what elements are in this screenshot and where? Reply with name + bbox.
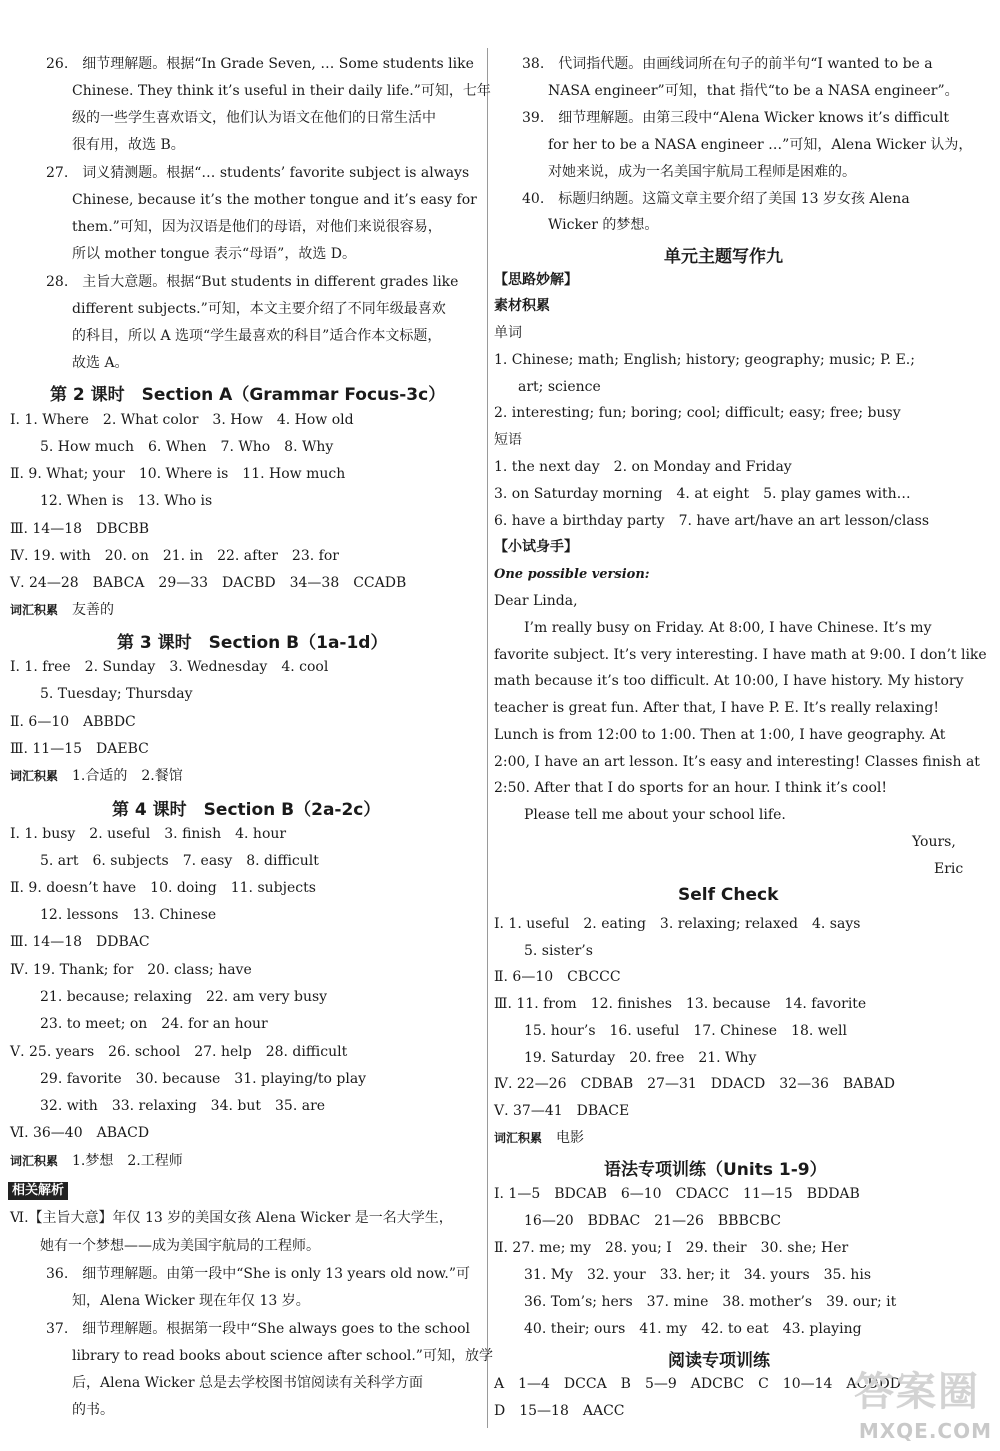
answer-line: 23. to meet; on 24. for an hour xyxy=(40,1016,268,1032)
answer-line: Ⅲ. 11. from 12. finishes 13. because 14. favorite xyxy=(494,996,867,1012)
q39-line: for her to be a NASA engineer …”可知，Alena Wicker 认为， xyxy=(548,137,973,153)
answer-line: Ⅱ. 6—10 ABBDC xyxy=(10,714,136,730)
answer-line: Ⅵ. 36—40 ABACD xyxy=(10,1125,150,1141)
answer-line: Ⅱ. 6—10 CBCCC xyxy=(494,969,621,985)
answer-line: 12. lessons 13. Chinese xyxy=(40,907,217,923)
answer-line: Ⅲ. 14—18 DBCBB xyxy=(10,521,150,537)
letter-line: teacher is great fun. After that, I have P. E. It’s really relaxing! xyxy=(494,700,939,716)
q26-line: 很有用，故选 B。 xyxy=(72,137,185,153)
grammar-heading: 语法专项训练（Units 1-9） xyxy=(604,1160,827,1180)
answer-line: Ⅰ. 1. free 2. Sunday 3. Wednesday 4. cool xyxy=(10,659,329,675)
answer-line: 32. with 33. relaxing 34. but 35. are xyxy=(40,1098,326,1114)
answer-line: 5. Tuesday; Thursday xyxy=(40,686,193,702)
q26-line: Chinese. They think it’s useful in their daily life.”可知，七年 xyxy=(72,83,491,99)
answer-line: A 1—4 DCCA B 5—9 ADCBC C 10—14 ACDDD xyxy=(494,1376,901,1392)
vocab-tag: 词汇积累 xyxy=(10,603,59,617)
answer-line: Ⅲ. 14—18 DDBAC xyxy=(10,934,150,950)
writing-tag xyxy=(494,270,578,292)
letter-line: 2:50. After that I do sports for an hour. I think it’s cool! xyxy=(494,780,887,796)
q28-line: different subjects.”可知，本文主要介绍了不同年级最喜欢 xyxy=(72,301,446,317)
words-line: art; science xyxy=(518,379,601,395)
writing-heading: 单元主题写作九 xyxy=(664,247,783,267)
lesson4-heading: 第 4 课时 Section B（2a-2c） xyxy=(112,800,381,820)
q40-line: Wicker 的梦想。 xyxy=(548,217,659,233)
q26-line: 级的一些学生喜欢语文，他们认为语文在他们的日常生活中 xyxy=(72,110,436,126)
phrases-line: 6. have a birthday party 7. have art/have an art lesson/class xyxy=(494,513,930,529)
reading-heading: 阅读专项训练 xyxy=(668,1351,770,1371)
answer-line: 12. When is 13. Who is xyxy=(40,493,213,509)
letter-line: I’m really busy on Friday. At 8:00, I have Chinese. It’s my xyxy=(524,620,932,636)
answer-line: Ⅰ. 1. Where 2. What color 3. How 4. How old xyxy=(10,412,354,428)
letter-line: Please tell me about your school life. xyxy=(524,807,786,823)
answer-line: 5. art 6. subjects 7. easy 8. difficult xyxy=(40,853,319,869)
vocab-tag: 词汇积累 xyxy=(494,1131,543,1145)
phrases-line: 3. on Saturday morning 4. at eight 5. play games with… xyxy=(494,486,911,502)
answer-line: Ⅴ. 24—28 BABCA 29—33 DACBD 34—38 CCADB xyxy=(10,575,407,591)
answer-line: 29. favorite 30. because 31. playing/to play xyxy=(40,1071,367,1087)
analysis-line: 知，Alena Wicker 现在年仅 13 岁。 xyxy=(72,1293,310,1309)
answer-line: 21. because; relaxing 22. am very busy xyxy=(40,989,328,1005)
vocab-line xyxy=(10,1151,183,1173)
answer-line: 36. Tom’s; hers 37. mine 38. mother’s 39. our; it xyxy=(524,1294,897,1310)
analysis-line: Ⅵ.【主旨大意】年仅 13 岁的美国女孩 Alena Wicker 是一名大学生， xyxy=(10,1210,453,1226)
version-label xyxy=(494,564,650,586)
letter-signature: Eric xyxy=(934,861,964,877)
analysis-line: library to read books about science after school.”可知，放学 xyxy=(72,1348,493,1364)
answer-line: Ⅱ. 9. doesn’t have 10. doing 11. subjects xyxy=(10,880,316,896)
analysis-line: 她有一个梦想——成为美国宇航局的工程师。 xyxy=(40,1238,320,1254)
selfcheck-heading: Self Check xyxy=(678,885,779,905)
q40-line: 40. 标题归纳题。这篇文章主要介绍了美国 13 岁女孩 Alena xyxy=(522,191,910,207)
q26-line: 26. 细节理解题。根据“In Grade Seven, … Some students like xyxy=(46,56,474,72)
lesson2-heading: 第 2 课时 Section A（Grammar Focus-3c） xyxy=(50,385,446,405)
q39-line: 39. 细节理解题。由第三段中“Alena Wicker knows it’s difficult xyxy=(522,110,950,126)
q39-line: 对她来说，成为一名美国宇航局工程师是困难的。 xyxy=(548,164,856,180)
vocab-line xyxy=(494,1128,584,1150)
analysis-tag-line xyxy=(8,1180,68,1202)
vocab-line xyxy=(10,766,183,788)
q27-line: Chinese, because it’s the mother tongue and it’s easy for xyxy=(72,192,477,208)
vocab-line xyxy=(10,600,114,622)
q28-line: 故选 A。 xyxy=(72,355,129,371)
lesson3-heading: 第 3 课时 Section B（1a-1d） xyxy=(117,633,388,653)
watermark-site: MXQE.COM xyxy=(858,1419,992,1443)
q28-line: 28. 主旨大意题。根据“But students in different grades like xyxy=(46,274,459,290)
vocab-tag: 词汇积累 xyxy=(10,1154,59,1168)
material-label xyxy=(494,296,550,318)
letter-line: Lunch is from 12:00 to 1:00. Then at 1:00, I have geography. At xyxy=(494,727,946,743)
idea-tag: 【思路妙解】 xyxy=(494,272,578,288)
try-tag xyxy=(494,537,578,559)
answer-line: 16—20 BDBAC 21—26 BBBCBC xyxy=(524,1213,781,1229)
column-divider xyxy=(487,48,488,1428)
words-label: 单词 xyxy=(494,325,522,341)
answer-line: Ⅳ. 22—26 CDBAB 27—31 DDACD 32—36 BABAD xyxy=(494,1076,895,1092)
answer-line: Ⅰ. 1. busy 2. useful 3. finish 4. hour xyxy=(10,826,287,842)
q38-line: 38. 代词指代题。由画线词所在句子的前半句“I wanted to be a xyxy=(522,56,933,72)
version-text: One possible version: xyxy=(494,567,650,582)
letter-salutation: Dear Linda, xyxy=(494,593,578,609)
vocab-tag: 词汇积累 xyxy=(10,769,59,783)
answer-line: Ⅳ. 19. Thank; for 20. class; have xyxy=(10,962,252,978)
answer-line: Ⅰ. 1—5 BDCAB 6—10 CDACC 11—15 BDDAB xyxy=(494,1186,860,1202)
phrases-line: 1. the next day 2. on Monday and Friday xyxy=(494,459,792,475)
answer-line: Ⅱ. 27. me; my 28. you; I 29. their 30. she; Her xyxy=(494,1240,849,1256)
vocab-text: 1.梦想 2.工程师 xyxy=(72,1153,183,1169)
q38-line: NASA engineer”可知，that 指代“to be a NASA engineer”。 xyxy=(548,83,959,99)
answer-line: 5. sister’s xyxy=(524,943,593,959)
phrases-label: 短语 xyxy=(494,432,522,448)
answer-line: Ⅰ. 1. useful 2. eating 3. relaxing; relaxed 4. says xyxy=(494,916,861,932)
analysis-line: 36. 细节理解题。由第一段中“She is only 13 years old now.”可 xyxy=(46,1266,470,1282)
answer-line: D 15—18 AACC xyxy=(494,1403,625,1419)
material-text: 素材积累 xyxy=(494,298,550,314)
analysis-line: 37. 细节理解题。根据第一段中“She always goes to the school xyxy=(46,1321,471,1337)
letter-closing: Yours, xyxy=(912,834,956,850)
letter-line: 2:00, I have an art lesson. It’s easy and interesting! Classes finish at xyxy=(494,754,980,770)
answer-line: 5. How much 6. When 7. Who 8. Why xyxy=(40,439,334,455)
q27-line: 所以 mother tongue 表示“母语”，故选 D。 xyxy=(72,246,356,262)
letter-line: favorite subject. It’s very interesting. I have math at 9:00. I don’t like xyxy=(494,647,987,663)
words-line: 1. Chinese; math; English; history; geography; music; P. E.; xyxy=(494,352,915,368)
answer-line: 31. My 32. your 33. her; it 34. yours 35. his xyxy=(524,1267,872,1283)
letter-line: math because it’s too difficult. At 10:00, I have history. My history xyxy=(494,673,964,689)
answer-line: 19. Saturday 20. free 21. Why xyxy=(524,1050,757,1066)
analysis-tag: 相关解析 xyxy=(8,1182,68,1200)
vocab-text: 电影 xyxy=(556,1130,585,1146)
analysis-line: 的书。 xyxy=(72,1402,114,1418)
answer-line: Ⅱ. 9. What; your 10. Where is 11. How much xyxy=(10,466,346,482)
answer-line: 40. their; ours 41. my 42. to eat 43. playing xyxy=(524,1321,862,1337)
words-line: 2. interesting; fun; boring; cool; difficult; easy; free; busy xyxy=(494,405,901,421)
vocab-text: 友善的 xyxy=(72,602,115,618)
answer-line: Ⅴ. 37—41 DBACE xyxy=(494,1103,630,1119)
answer-line: Ⅴ. 25. years 26. school 27. help 28. difficult xyxy=(10,1044,348,1060)
answer-line: 15. hour’s 16. useful 17. Chinese 18. well xyxy=(524,1023,848,1039)
answer-line: Ⅳ. 19. with 20. on 21. in 22. after 23. for xyxy=(10,548,339,564)
q27-line: them.”可知，因为汉语是他们的母语，对他们来说很容易， xyxy=(72,219,442,235)
watermark-logo: 答案圈 xyxy=(854,1369,980,1415)
analysis-line: 后，Alena Wicker 总是去学校图书馆阅读有关科学方面 xyxy=(72,1375,424,1391)
answer-line: Ⅲ. 11—15 DAEBC xyxy=(10,741,149,757)
vocab-text: 1.合适的 2.餐馆 xyxy=(72,768,183,784)
q27-line: 27. 词义猜测题。根据“… students’ favorite subject is always xyxy=(46,165,470,181)
try-text: 【小试身手】 xyxy=(494,539,578,555)
q28-line: 的科目，所以 A 选项“学生最喜欢的科目”适合作本文标题， xyxy=(72,328,442,344)
